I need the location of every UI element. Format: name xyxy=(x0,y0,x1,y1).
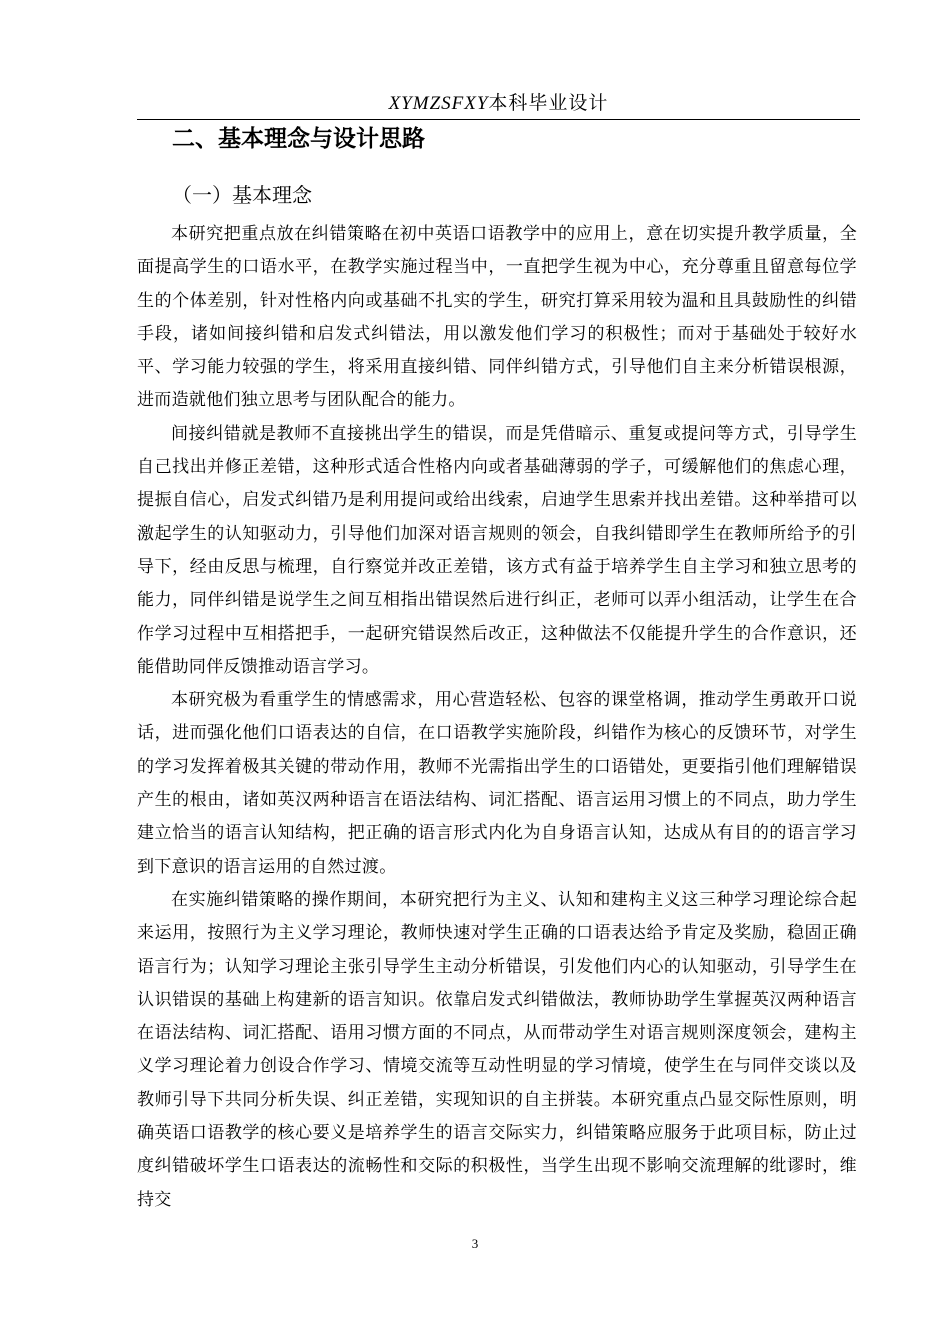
body-text xyxy=(137,218,857,1217)
subsection-title: （一）基本理念 xyxy=(172,183,312,207)
page-number: 3 xyxy=(471,1236,479,1251)
paragraph: 间接纠错就是教师不直接挑出学生的错误，而是凭借暗示、重复或提问等方式，引导学生自己找出并修正差错，这种形式适合性格内向或者基础薄弱的学子，可缓解他们的焦虑心理，提振自信心，启发式纠错乃是利用提问或给出线索，启迪学生思索并找出差错。这种举措可以激起学生的认知驱动力，引导他们加深对语言规则的领会，自我纠错即学生在教师所给予的引导下，经由反思与梳理，自行察觉并改正差错，该方式有益于培养学生自主学习和独立思考的能力，同伴纠错是说学生之间互相指出错误然后进行纠正，老师可以弄小组活动，让学生在合作学习过程中互相搭把手，一起研究错误然后改正，这种做法不仅能提升学生的合作意识，还能借助同伴反馈推动语言学习。 xyxy=(137,423,857,677)
paragraph: 在实施纠错策略的操作期间，本研究把行为主义、认知和建构主义这三种学习理论综合起来运用，按照行为主义学习理论，教师快速对学生正确的口语表达给予肯定及奖励，稳固正确语言行为；认知学习理论主张引导学生主动分析错误，引发他们内心的认知驱动，引导学生在认识错误的基础上构建新的语言知识。依靠启发式纠错做法，教师协助学生掌握英汉两种语言在语法结构、词汇搭配、语用习惯方面的不同点，从而带动学生对语言规则深度领会，建构主义学习理论着力创设合作学习、情境交流等互动性明显的学习情境，使学生在与同伴交谈以及教师引导下共同分析失误、纠正差错，实现知识的自主拼装。本研究重点凸显交际性原则，明确英语口语教学的核心要义是培养学生的语言交际实力，纠错策略应服务于此项目标，防止过度纠错破坏学生口语表达的流畅性和交际的积极性，当学生出现不影响交流理解的纰谬时，维持交 xyxy=(137,889,857,1210)
header-rule xyxy=(137,119,860,120)
header-latin-code: XYMZSFXY xyxy=(388,93,489,114)
section-title: 二、基本理念与设计思路 xyxy=(172,126,425,152)
paragraph: 本研究极为看重学生的情感需求，用心营造轻松、包容的课堂格调，推动学生勇敢开口说话，进而强化他们口语表达的自信，在口语教学实施阶段，纠错作为核心的反馈环节，对学生的学习发挥着极其关键的带动作用，教师不光需指出学生的口语错处，更要指引他们理解错误产生的根由，诸如英汉两种语言在语法结构、词汇搭配、语言运用习惯上的不同点，助力学生建立恰当的语言认知结构，把正确的语言形式内化为自身语言认知，达成从有目的的语言学习到下意识的语言运用的自然过渡。 xyxy=(137,690,857,877)
header-title: 本科毕业设计 xyxy=(488,92,609,114)
paragraph: 本研究把重点放在纠错策略在初中英语口语教学中的应用上，意在切实提升教学质量，全面提高学生的口语水平，在教学实施过程当中，一直把学生视为中心，充分尊重且留意每位学生的个体差别，针对性格内向或基础不扎实的学生，研究打算采用较为温和且具鼓励性的纠错手段，诸如间接纠错和启发式纠错法，用以激发他们学习的积极性；而对于基础处于较好水平、学习能力较强的学生，将采用直接纠错、同伴纠错方式，引导他们自主来分析错误根源，进而造就他们独立思考与团队配合的能力。 xyxy=(137,224,857,411)
running-header xyxy=(137,90,860,117)
